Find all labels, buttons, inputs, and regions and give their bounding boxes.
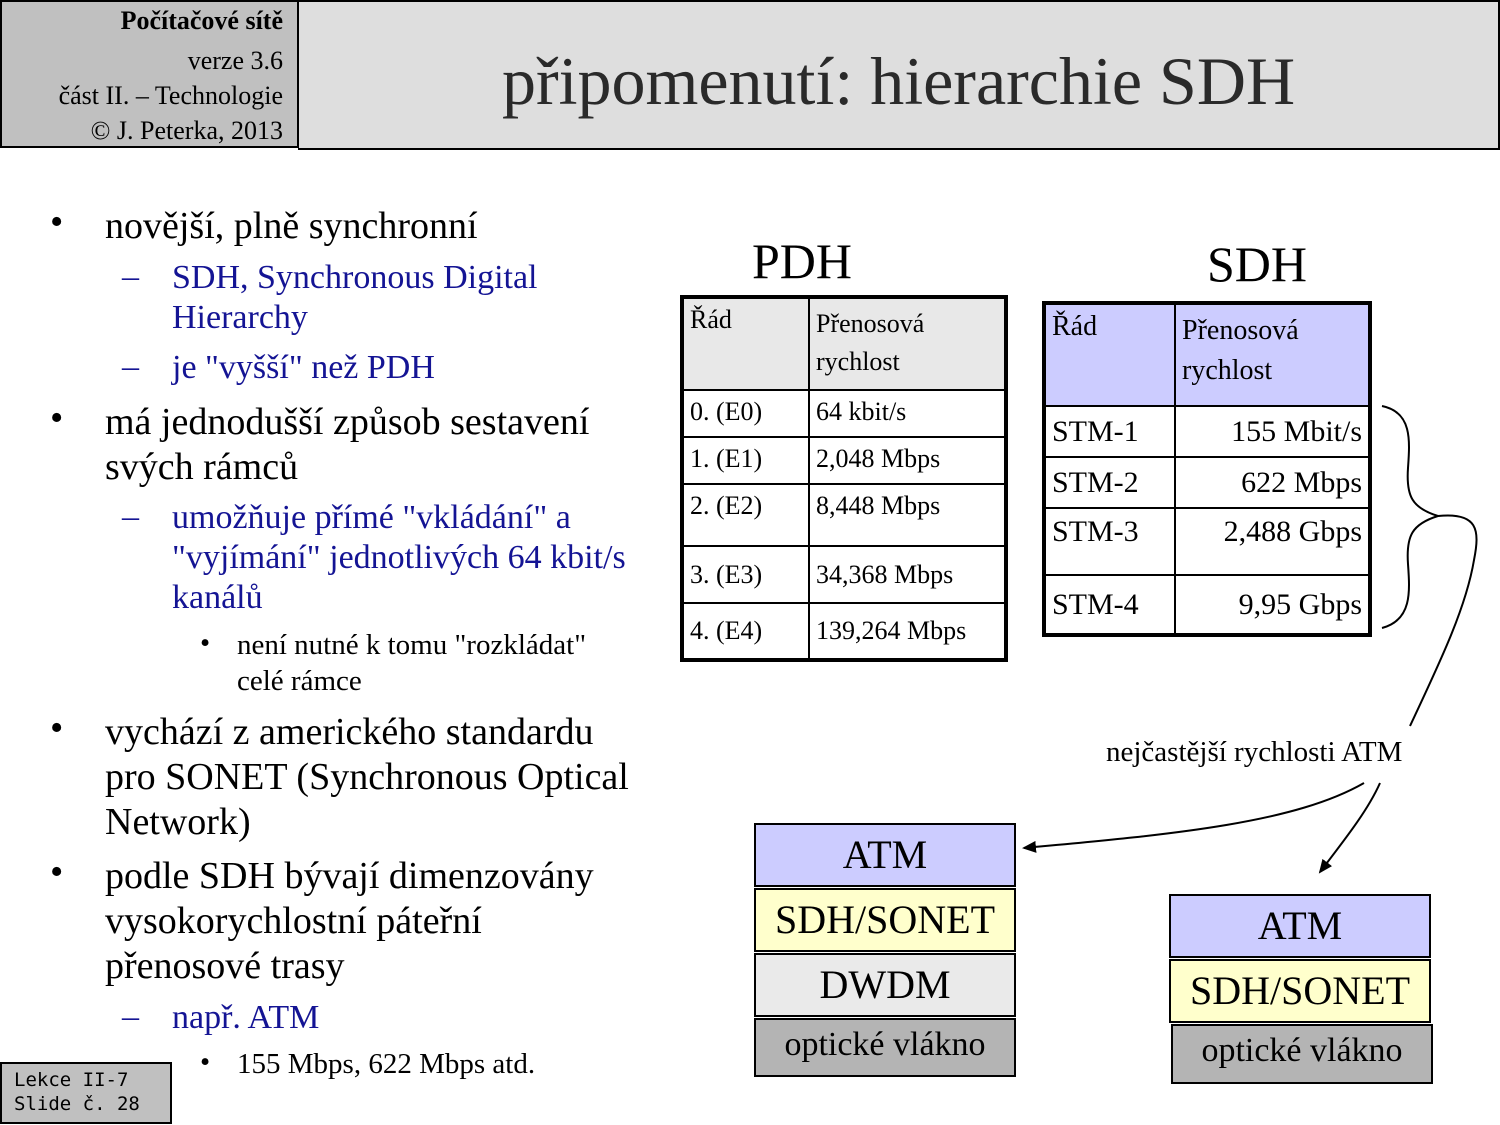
pdh-order-cell: 3. (E3) bbox=[682, 546, 809, 603]
pdh-col-rate: Přenosová rychlost bbox=[809, 297, 1006, 390]
stack-right-optical-fiber: optické vlákno bbox=[1171, 1024, 1433, 1084]
arrow-to-left-stack bbox=[1024, 783, 1364, 848]
sub-sub-bullet-text: není nutné k tomu "rozkládat" bbox=[237, 629, 587, 661]
pdh-rate-cell: 8,448 Mbps bbox=[809, 484, 1006, 546]
slide-title: připomenutí: hierarchie SDH bbox=[501, 43, 1296, 119]
sub-bullet-text: SDH, Synchronous Digital bbox=[172, 259, 538, 296]
sub-bullet-dash: – bbox=[122, 348, 139, 385]
stack-right-atm: ATM bbox=[1169, 894, 1431, 958]
version-label: verze 3.6 bbox=[187, 46, 283, 75]
pdh-heading: PDH bbox=[752, 233, 853, 289]
pdh-rate-cell: 34,368 Mbps bbox=[809, 546, 1006, 603]
lecture-label: Lekce II-7 bbox=[14, 1069, 129, 1091]
atm-rates-annotation: nejčastější rychlosti ATM bbox=[1106, 736, 1403, 768]
sdh-order-cell: STM-1 bbox=[1044, 406, 1175, 457]
sub-sub-bullet-dot: • bbox=[200, 1046, 211, 1078]
stack-right-sdh-sonet: SDH/SONET bbox=[1169, 959, 1431, 1023]
sdh-heading: SDH bbox=[1207, 236, 1308, 292]
sub-sub-bullet-dot: • bbox=[200, 627, 211, 659]
pdh-order-cell: 0. (E0) bbox=[682, 390, 809, 437]
stack-left-optical-fiber: optické vlákno bbox=[754, 1018, 1016, 1077]
sub-bullet-text: je "vyšší" než PDH bbox=[172, 349, 435, 386]
bullet-text: svých rámců bbox=[105, 446, 299, 488]
bullet-dot: • bbox=[50, 397, 64, 439]
sdh-rate-cell: 155 Mbit/s bbox=[1175, 406, 1370, 457]
pdh-order-cell: 1. (E1) bbox=[682, 437, 809, 484]
sub-bullet-dash: – bbox=[122, 258, 139, 295]
pdh-rate-cell: 139,264 Mbps bbox=[809, 603, 1006, 660]
sub-bullet-text: kanálů bbox=[172, 579, 263, 616]
bullet-dot: • bbox=[50, 201, 64, 243]
sdh-order-cell: STM-4 bbox=[1044, 575, 1175, 635]
pdh-rate-cell: 2,048 Mbps bbox=[809, 437, 1006, 484]
pdh-order-cell: 4. (E4) bbox=[682, 603, 809, 660]
bullet-text: vysokorychlostní páteřní bbox=[105, 900, 482, 942]
bullet-text: podle SDH bývají dimenzovány bbox=[105, 855, 594, 897]
bullet-text: přenosové trasy bbox=[105, 945, 345, 987]
sdh-order-cell: STM-2 bbox=[1044, 457, 1175, 508]
pdh-order-cell: 2. (E2) bbox=[682, 484, 809, 546]
curly-brace bbox=[1382, 406, 1438, 628]
course-name: Počítačové sítě bbox=[120, 6, 283, 35]
sdh-rate-cell: 2,488 Gbps bbox=[1175, 508, 1370, 575]
slide-number: Slide č. 28 bbox=[14, 1093, 140, 1115]
brace-connector bbox=[1410, 515, 1477, 726]
stack-left-sdh-sonet: SDH/SONET bbox=[754, 888, 1016, 952]
stack-left-atm: ATM bbox=[754, 823, 1016, 887]
sub-bullet-text: např. ATM bbox=[172, 999, 320, 1036]
sdh-order-cell: STM-3 bbox=[1044, 508, 1175, 575]
sub-bullet-text: Hierarchy bbox=[172, 299, 308, 336]
part-label: část II. – Technologie bbox=[58, 81, 283, 110]
bullet-dot: • bbox=[50, 707, 64, 749]
sdh-rate-cell: 622 Mbps bbox=[1175, 457, 1370, 508]
sub-bullet-text: "vyjímání" jednotlivých 64 kbit/s bbox=[172, 539, 626, 576]
bullet-text: pro SONET (Synchronous Optical bbox=[105, 756, 629, 798]
sdh-col-rate: Přenosová rychlost bbox=[1175, 303, 1370, 406]
sub-sub-bullet-text: 155 Mbps, 622 Mbps atd. bbox=[237, 1048, 536, 1080]
sdh-col-order: Řád bbox=[1044, 303, 1175, 406]
bullet-text: novější, plně synchronní bbox=[105, 205, 478, 247]
sub-sub-bullet-text: celé rámce bbox=[237, 665, 362, 697]
sub-bullet-text: umožňuje přímé "vkládání" a bbox=[172, 499, 571, 536]
sub-bullet-dash: – bbox=[122, 998, 139, 1035]
bullet-text: vychází z amerického standardu bbox=[105, 711, 594, 753]
copyright-label: © J. Peterka, 2013 bbox=[90, 116, 283, 145]
arrow-to-right-stack bbox=[1320, 783, 1380, 872]
bullet-text: Network) bbox=[105, 801, 251, 843]
slide-footer bbox=[0, 1062, 172, 1124]
pdh-rate-cell: 64 kbit/s bbox=[809, 390, 1006, 437]
sub-bullet-dash: – bbox=[122, 498, 139, 535]
bullet-dot: • bbox=[50, 851, 64, 893]
stack-left-dwdm: DWDM bbox=[754, 953, 1016, 1017]
bullet-text: má jednodušší způsob sestavení bbox=[105, 401, 590, 443]
sdh-rate-cell: 9,95 Gbps bbox=[1175, 575, 1370, 635]
pdh-col-order: Řád bbox=[682, 297, 809, 390]
